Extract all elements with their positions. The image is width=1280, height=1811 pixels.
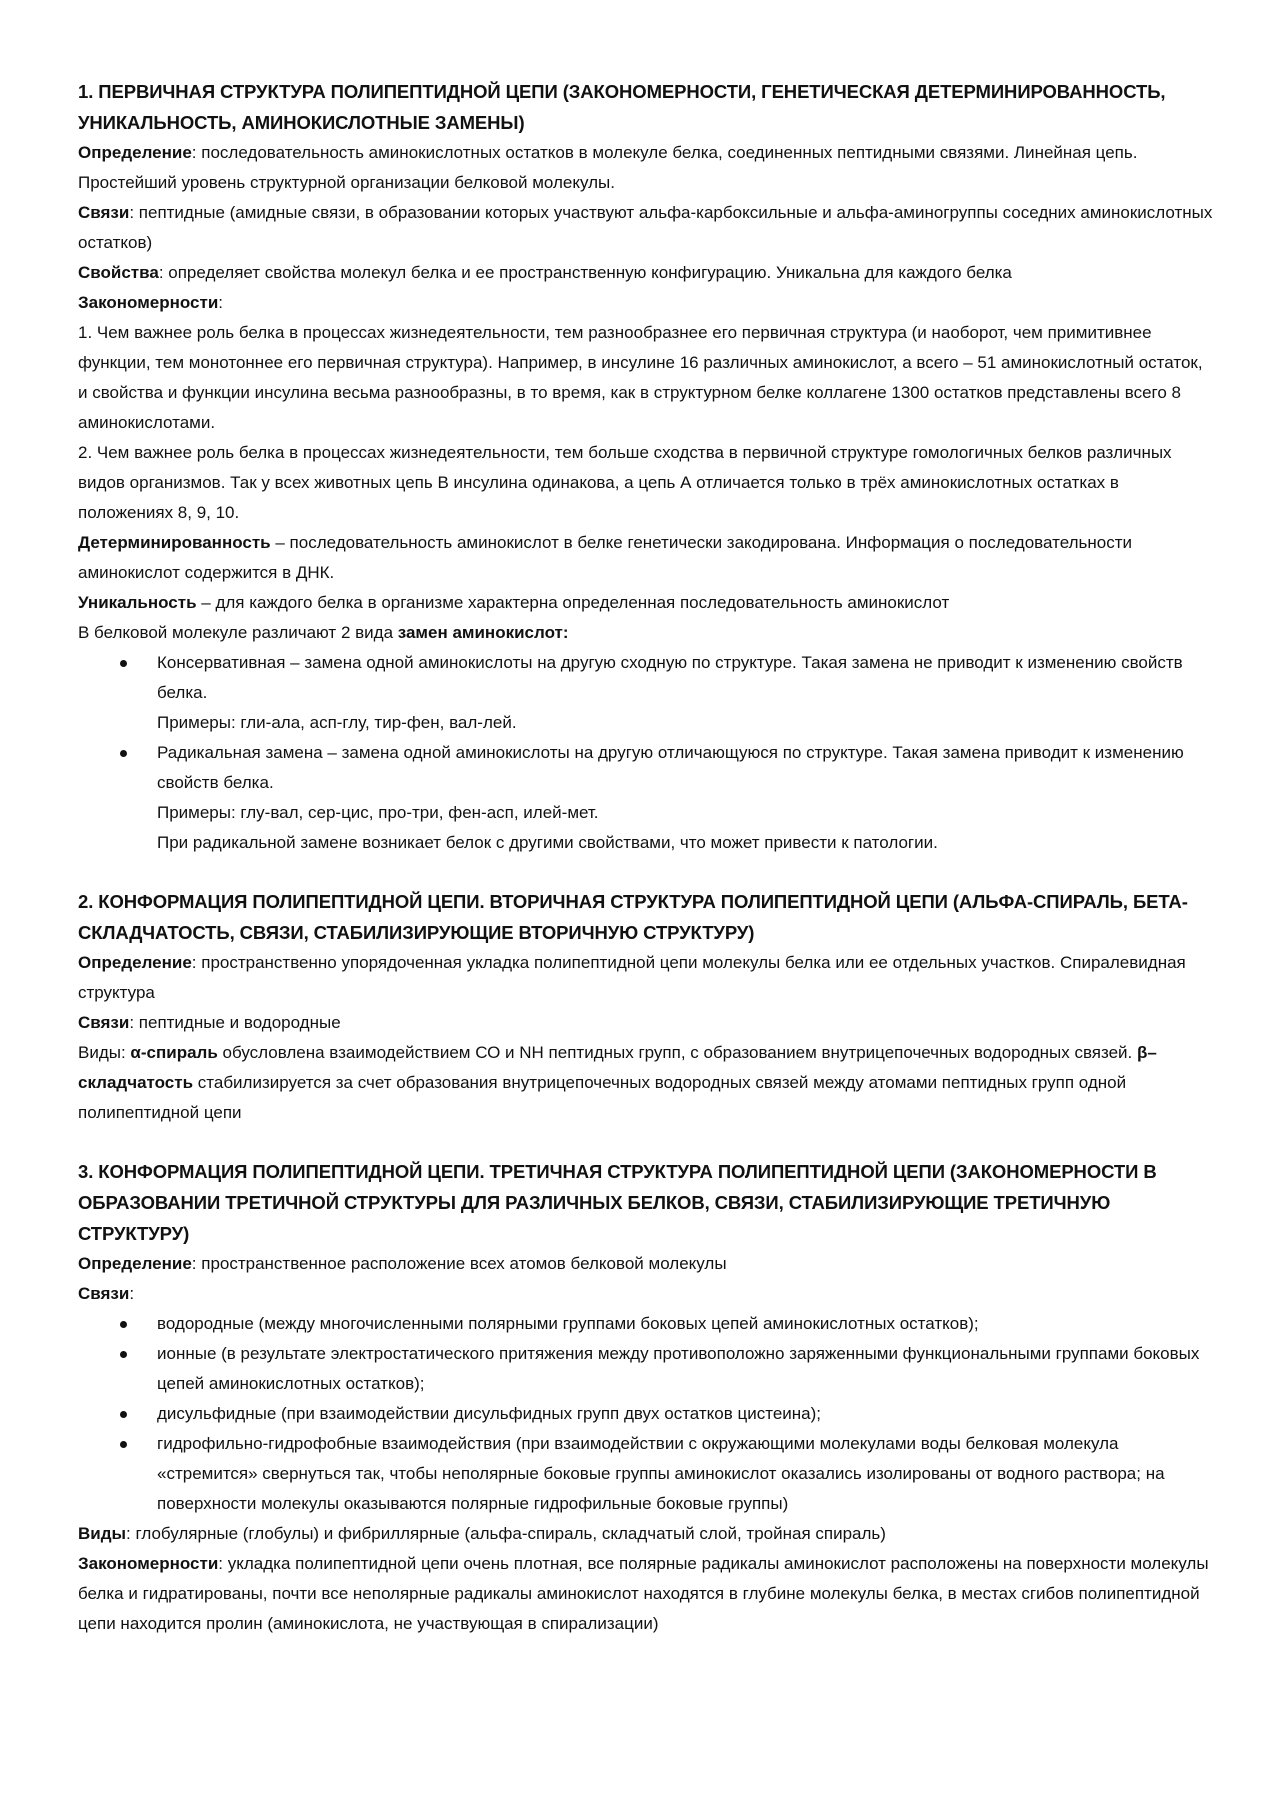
section-title: 2. КОНФОРМАЦИЯ ПОЛИПЕПТИДНОЙ ЦЕПИ. ВТОРИЧНАЯ СТРУКТУРА ПОЛИПЕПТИДНОЙ ЦЕПИ (АЛЬФА-СПИРАЛЬ, БЕТА-СКЛАДЧАТОСТЬ, СВЯЗИ, СТАБИЛИЗИРУЮЩИЕ ВТОРИЧНУЮ СТРУКТУРУ)	[78, 891, 1188, 943]
bonds-label: Связи	[78, 1284, 130, 1303]
beta-sheet-label: β– складчатость	[78, 1043, 1157, 1092]
definition-paragraph: Определение: пространственное расположение всех атомов белковой молекулы	[78, 1254, 727, 1273]
list-item: Консервативная – замена одной аминокислоты на другую сходную по структуре. Такая замена не приводит к изменению свойств белка. Примеры: гли-ала, асп-глу, тир-фен, вал-лей.	[78, 648, 1213, 738]
examples-text: Примеры: глу-вал, сер-цис, про-три, фен-асп, илей-мет.	[157, 803, 599, 822]
list-item: ионные (в результате электростатического притяжения между противоположно заряженными функциональными группами боковых цепей аминокислотных остатков);	[78, 1339, 1213, 1399]
bullet-icon	[120, 1441, 127, 1448]
bullet-icon	[120, 750, 127, 757]
definition-text: последовательность аминокислотных остатков в молекуле белка, соединенных пептидными связями. Линейная цепь. Простейший уровень структурной организации белковой молекулы.	[78, 143, 1138, 192]
properties-text: определяет свойства молекул белка и ее пространственную конфигурацию. Уникальна для каждого белка	[168, 263, 1012, 282]
definition-text: пространственное расположение всех атомов белковой молекулы	[201, 1254, 727, 1273]
bonds-paragraph: Связи: пептидные и водородные	[78, 1013, 341, 1032]
patterns-label: Закономерности	[78, 293, 219, 312]
alpha-helix-label: α-спираль	[130, 1043, 218, 1062]
section-primary-structure	[78, 76, 1213, 858]
definition-label: Определение	[78, 1254, 192, 1273]
note-text: При радикальной замене возникает белок с другими свойствами, что может привести к патологии.	[157, 833, 938, 852]
patterns-label: Закономерности	[78, 1554, 219, 1573]
list-item: дисульфидные (при взаимодействии дисульфидных групп двух остатков цистеина);	[78, 1399, 1213, 1429]
bonds-text: пептидные и водородные	[138, 1013, 341, 1032]
document-page	[78, 76, 1213, 1639]
pattern-item: 2. Чем важнее роль белка в процессах жизнедеятельности, тем больше сходства в первичной структуре гомологичных белков различных видов организмов. Так у всех животных цепь В инсулина одинакова, а цепь А отличается только в трёх аминокислотных остатках в положениях 8, 9, 10.	[78, 443, 1172, 522]
substitutions-intro: В белковой молекуле различают 2 вида замен аминокислот:	[78, 623, 569, 642]
section-title: 3. КОНФОРМАЦИЯ ПОЛИПЕПТИДНОЙ ЦЕПИ. ТРЕТИЧНАЯ СТРУКТУРА ПОЛИПЕПТИДНОЙ ЦЕПИ (ЗАКОНОМЕРНОСТИ В ОБРАЗОВАНИИ ТРЕТИЧНОЙ СТРУКТУРЫ ДЛЯ РАЗЛИЧНЫХ БЕЛКОВ, СВЯЗИ, СТАБИЛИЗИРУЮЩИЕ ТРЕТИЧНУЮ СТРУКТУРУ)	[78, 1161, 1157, 1244]
definition-text: пространственно упорядоченная укладка полипептидной цепи молекулы белка или ее отдельных участков. Спиралевидная структура	[78, 953, 1186, 1002]
definition-paragraph: Определение: последовательность аминокислотных остатков в молекуле белка, соединенных пептидными связями. Линейная цепь. Простейший уровень структурной организации белковой молекулы.	[78, 143, 1138, 192]
bonds-label: Связи	[78, 203, 130, 222]
bonds-label: Связи	[78, 1013, 130, 1032]
determinism-paragraph: Детерминированность – последовательность аминокислот в белке генетически закодирована. Информация о последовательности аминокислот содержится в ДНК.	[78, 533, 1132, 582]
section-tertiary-structure	[78, 1156, 1213, 1639]
uniqueness-paragraph: Уникальность – для каждого белка в организме характерна определенная последовательность аминокислот	[78, 593, 950, 612]
bullet-icon	[120, 660, 127, 667]
pattern-item: 1. Чем важнее роль белка в процессах жизнедеятельности, тем разнообразнее его первичная структура (и наоборот, чем примитивнее функции, тем монотоннее его первичная структура). Например, в инсулине 16 различных аминокислот, а всего – 51 аминокислотный остаток, и свойства и функции инсулина весьма разнообразны, в то время, как в структурном белке коллагене 1300 остатков представлены всего 8 аминокислотами.	[78, 323, 1203, 432]
properties-label: Свойства	[78, 263, 159, 282]
types-text: глобулярные (глобулы) и фибриллярные (альфа-спираль, складчатый слой, тройная спираль)	[135, 1524, 886, 1543]
determinism-label: Детерминированность	[78, 533, 271, 552]
uniqueness-text: для каждого белка в организме характерна определенная последовательность аминокислот	[215, 593, 950, 612]
definition-label: Определение	[78, 953, 192, 972]
bullet-icon	[120, 1411, 127, 1418]
determinism-text: последовательность аминокислот в белке генетически закодирована. Информация о последовательности аминокислот содержится в ДНК.	[78, 533, 1132, 582]
bonds-text: пептидные (амидные связи, в образовании которых участвуют альфа-карбоксильные и альфа-аминогруппы соседних аминокислотных остатков)	[78, 203, 1213, 252]
bonds-list	[78, 1309, 1213, 1519]
definition-label: Определение	[78, 143, 192, 162]
examples-text: Примеры: гли-ала, асп-глу, тир-фен, вал-лей.	[157, 713, 517, 732]
list-item: водородные (между многочисленными полярными группами боковых цепей аминокислотных остатков);	[78, 1309, 1213, 1339]
types-paragraph: Виды: α-спираль обусловлена взаимодействием СО и NH пептидных групп, с образованием внутрицепочечных водородных связей. β– складчатость стабилизируется за счет образования внутрицепочечных водородных связей между атомами пептидных групп одной полипептидной цепи	[78, 1043, 1157, 1122]
bonds-paragraph: Связи: пептидные (амидные связи, в образовании которых участвуют альфа-карбоксильные и альфа-аминогруппы соседних аминокислотных остатков)	[78, 203, 1213, 252]
patterns-paragraph: Закономерности: укладка полипептидной цепи очень плотная, все полярные радикалы аминокислот расположены на поверхности молекулы белка и гидратированы, почти все неполярные радикалы аминокислот находятся в глубине молекулы белка, в местах сгибов полипептидной цепи находится пролин (аминокислота, не участвующая в спирализации)	[78, 1554, 1209, 1633]
bonds-heading: Связи:	[78, 1284, 135, 1303]
list-item: Радикальная замена – замена одной аминокислоты на другую отличающуюся по структуре. Такая замена приводит к изменению свойств белка. Примеры: глу-вал, сер-цис, про-три, фен-асп, илей-мет. При радикальной замене возникает белок с другими свойствами, что может привести к патологии.	[78, 738, 1213, 858]
uniqueness-label: Уникальность	[78, 593, 197, 612]
substitutions-list	[78, 648, 1213, 858]
definition-paragraph: Определение: пространственно упорядоченная укладка полипептидной цепи молекулы белка или ее отдельных участков. Спиралевидная структура	[78, 953, 1186, 1002]
section-title: 1. ПЕРВИЧНАЯ СТРУКТУРА ПОЛИПЕПТИДНОЙ ЦЕПИ (ЗАКОНОМЕРНОСТИ, ГЕНЕТИЧЕСКАЯ ДЕТЕРМИНИРОВАННОСТЬ, УНИКАЛЬНОСТЬ, АМИНОКИСЛОТНЫЕ ЗАМЕНЫ)	[78, 81, 1166, 133]
patterns-text: укладка полипептидной цепи очень плотная, все полярные радикалы аминокислот расположены на поверхности молекулы белка и гидратированы, почти все неполярные радикалы аминокислот находятся в глубине молекулы белка, в местах сгибов полипептидной цепи находится пролин (аминокислота, не участвующая в спирализации)	[78, 1554, 1209, 1633]
list-item: гидрофильно-гидрофобные взаимодействия (при взаимодействии с окружающими молекулами воды белковая молекула «стремится» свернуться так, чтобы неполярные боковые группы аминокислот оказались изолированы от водного раствора; на поверхности молекулы оказываются полярные гидрофильные боковые группы)	[78, 1429, 1213, 1519]
types-paragraph: Виды: глобулярные (глобулы) и фибриллярные (альфа-спираль, складчатый слой, тройная спираль)	[78, 1524, 886, 1543]
bullet-icon	[120, 1351, 127, 1358]
bullet-icon	[120, 1321, 127, 1328]
types-label: Виды	[78, 1524, 127, 1543]
properties-paragraph: Свойства: определяет свойства молекул белка и ее пространственную конфигурацию. Уникальна для каждого белка	[78, 263, 1012, 282]
patterns-heading: Закономерности:	[78, 293, 224, 312]
section-secondary-structure	[78, 886, 1213, 1128]
